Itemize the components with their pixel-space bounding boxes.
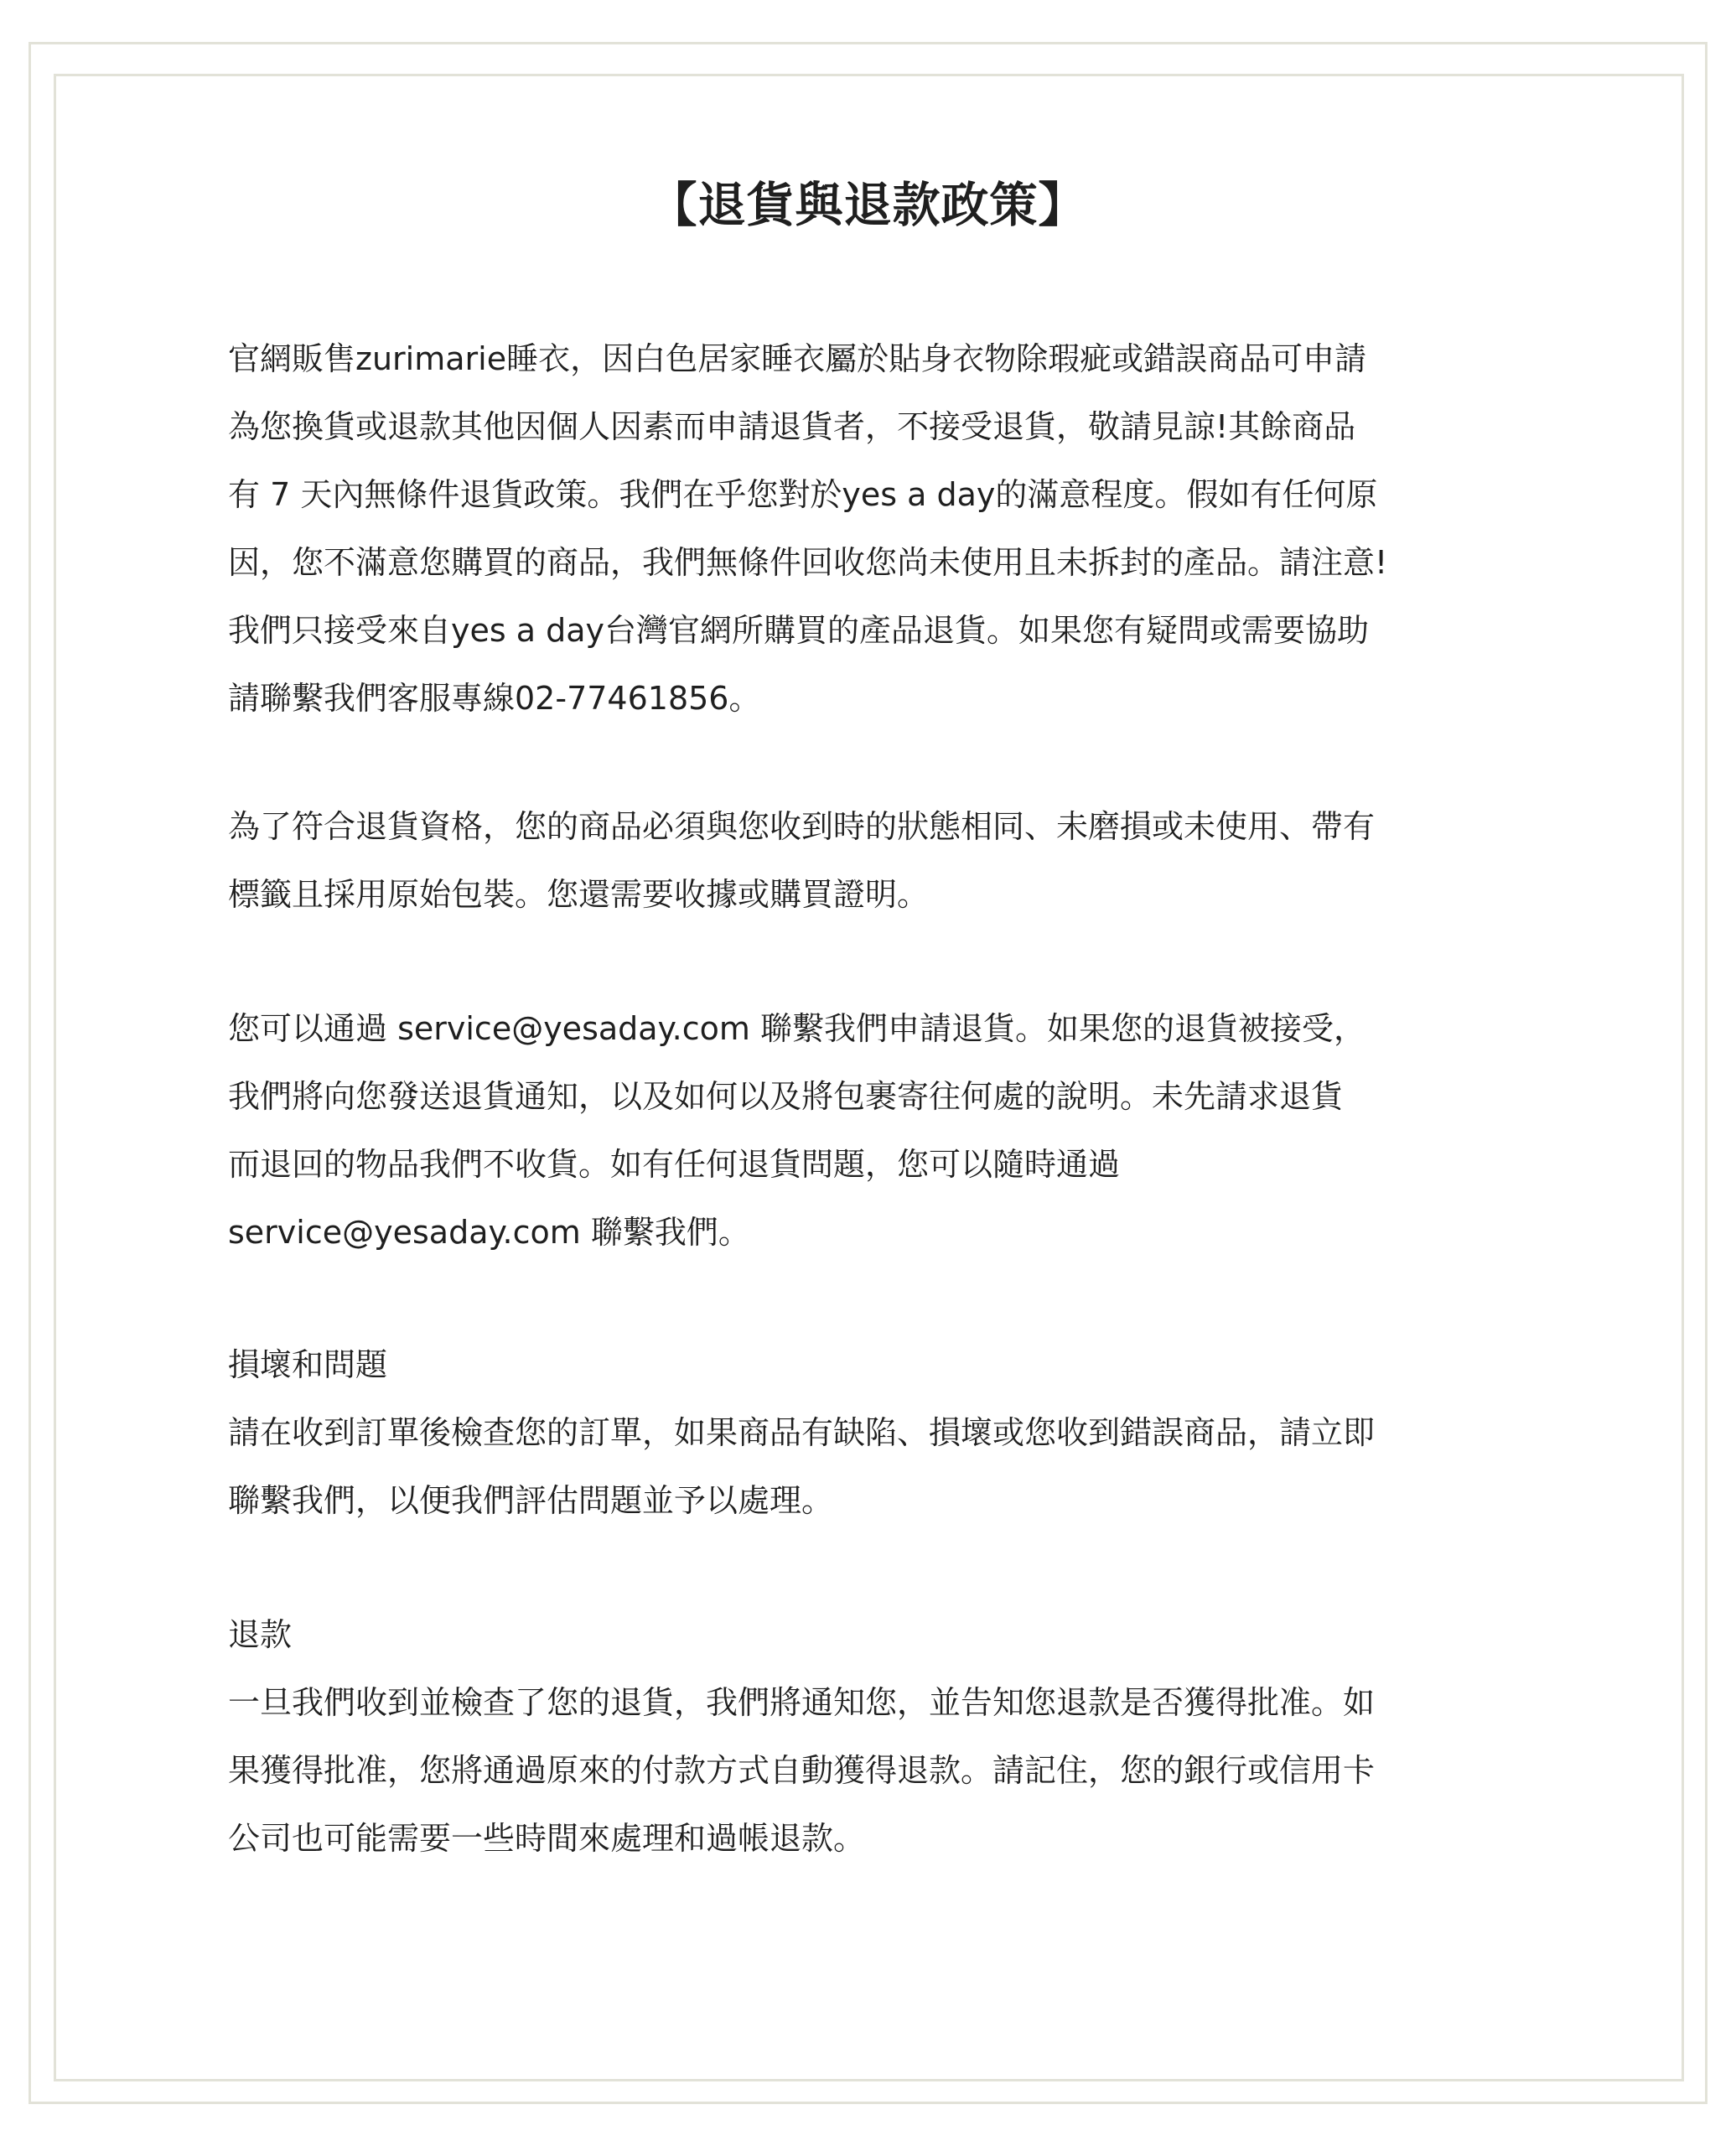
text-line: 有 7 天內無條件退貨政策。我們在乎您對於yes a day的滿意程度。假如有任何原 [228, 476, 1378, 513]
text-line: 因，您不滿意您購買的商品，我們無條件回收您尚未使用且未拆封的產品。請注意! [228, 544, 1388, 581]
text-line: 我們只接受來自yes a day台灣官網所購買的產品退貨。如果您有疑問或需要協助 [228, 612, 1370, 649]
section-heading: 退款 [228, 1616, 293, 1653]
policy-paragraph-damage [228, 1331, 1519, 1535]
section-heading: 損壞和問題 [228, 1346, 388, 1383]
policy-paragraph-return-process [228, 995, 1519, 1267]
text-line: 而退回的物品我們不收貨。如有任何退貨問題，您可以隨時通過 [228, 1146, 1121, 1183]
page-title: 【退貨與退款政策】 [649, 178, 1087, 233]
text-line: 我們將向您發送退貨通知，以及如何以及將包裹寄往何處的說明。未先請求退貨 [228, 1078, 1344, 1115]
policy-paragraph-eligibility [228, 793, 1519, 929]
text-line: 一旦我們收到並檢查了您的退貨，我們將通知您，並告知您退款是否獲得批准。如 [228, 1684, 1376, 1721]
text-line: service@yesaday.com 聯繫我們。 [228, 1214, 750, 1251]
text-line: 為了符合退貨資格，您的商品必須與您收到時的狀態相同、未磨損或未使用、帶有 [228, 808, 1376, 845]
text-line: 標籤且採用原始包裝。您還需要收據或購買證明。 [228, 876, 930, 913]
text-line: 請在收到訂單後檢查您的訂單，如果商品有缺陷、損壞或您收到錯誤商品，請立即 [228, 1414, 1376, 1451]
text-line: 聯繫我們，以便我們評估問題並予以處理。 [228, 1482, 834, 1519]
policy-paragraph-refund [228, 1601, 1519, 1873]
text-line: 果獲得批准，您將通過原來的付款方式自動獲得退款。請記住，您的銀行或信用卡 [228, 1752, 1376, 1789]
text-line: 官網販售zurimarie睡衣，因白色居家睡衣屬於貼身衣物除瑕疵或錯誤商品可申請 [228, 340, 1367, 377]
text-line: 為您換貨或退款其他因個人因素而申請退貨者，不接受退貨，敬請見諒!其餘商品 [228, 408, 1356, 445]
text-line: 請聯繫我們客服專線02-77461856。 [228, 680, 761, 717]
policy-paragraph-intro [228, 325, 1519, 733]
text-line: 您可以通過 service@yesaday.com 聯繫我們申請退貨。如果您的退貨被接受， [228, 1010, 1365, 1047]
text-line: 公司也可能需要一些時間來處理和過帳退款。 [228, 1820, 866, 1857]
